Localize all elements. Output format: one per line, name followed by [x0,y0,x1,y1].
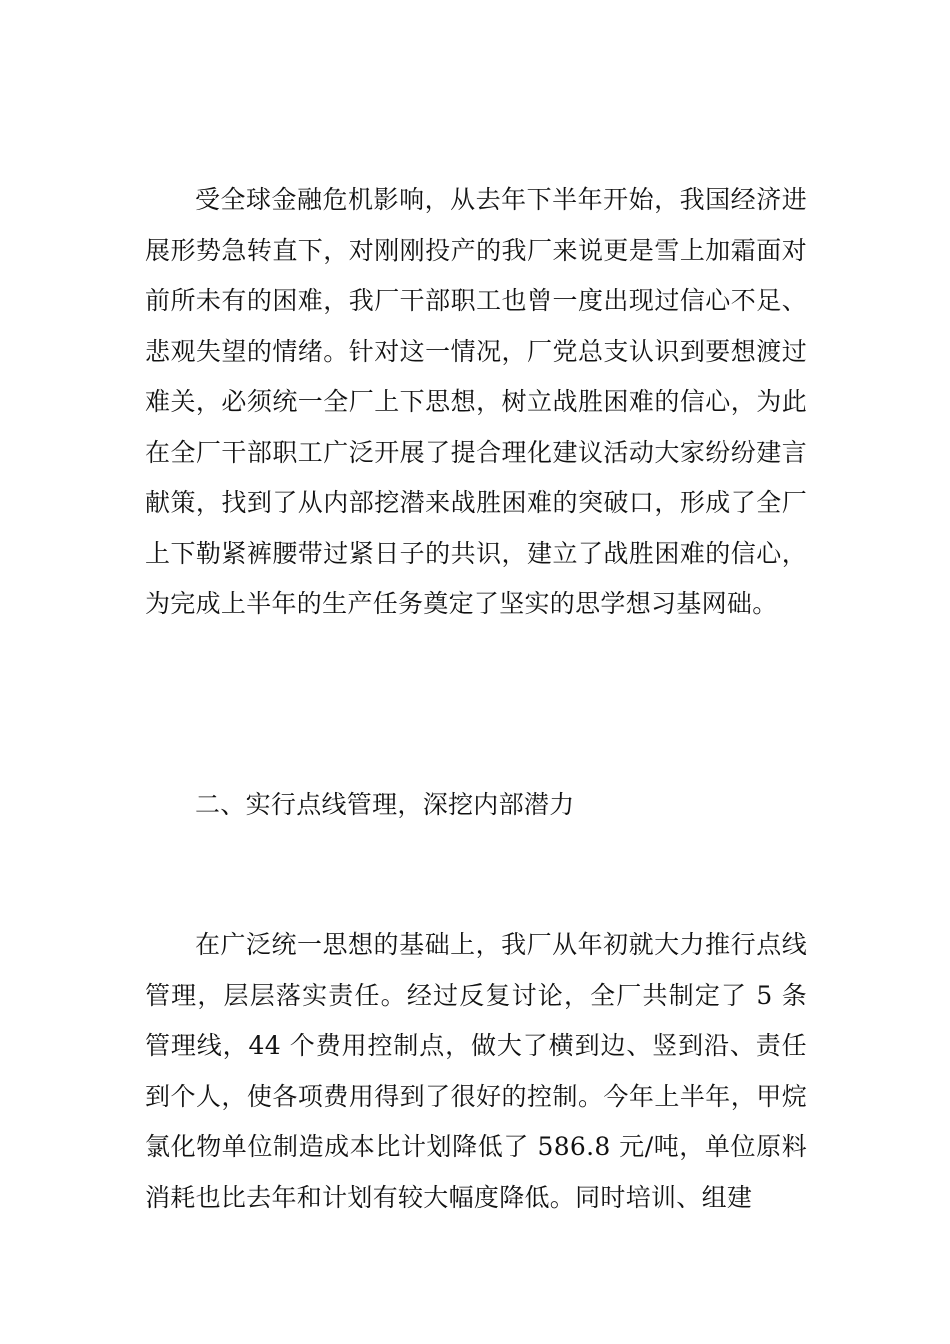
body-paragraph-1: 受全球金融危机影响，从去年下半年开始，我国经济进展形势急转直下，对刚刚投产的我厂来说更是雪上加霜面对前所未有的困难，我厂干部职工也曾一度出现过信心不足、悲观失望的情绪。针对这一情况，厂党总支认识到要想渡过难关，必须统一全厂上下思想，树立战胜困难的信心，为此在全厂干部职工广泛开展了提合理化建议活动大家纷纷建言献策，找到了从内部挖潜来战胜困难的突破口，形成了全厂上下勒紧裤腰带过紧日子的共识，建立了战胜困难的信心，为完成上半年的生产任务奠定了坚实的思学想习基网础。 [145,185,807,618]
section-heading: 二、实行点线管理，深挖内部潜力 [195,790,575,819]
body-paragraph-2: 在广泛统一思想的基础上，我厂从年初就大力推行点线管理，层层落实责任。经过反复讨论，全厂共制定了 5 条管理线，44 个费用控制点，做大了横到边、竖到沿、责任到个人，使各项费用得到了很好的控制。今年上半年，甲烷氯化物单位制造成本比计划降低了 586.8 元/吨，单位原料消耗也比去年和计划有较大幅度降低。同时培训、组建 [145,930,807,1212]
